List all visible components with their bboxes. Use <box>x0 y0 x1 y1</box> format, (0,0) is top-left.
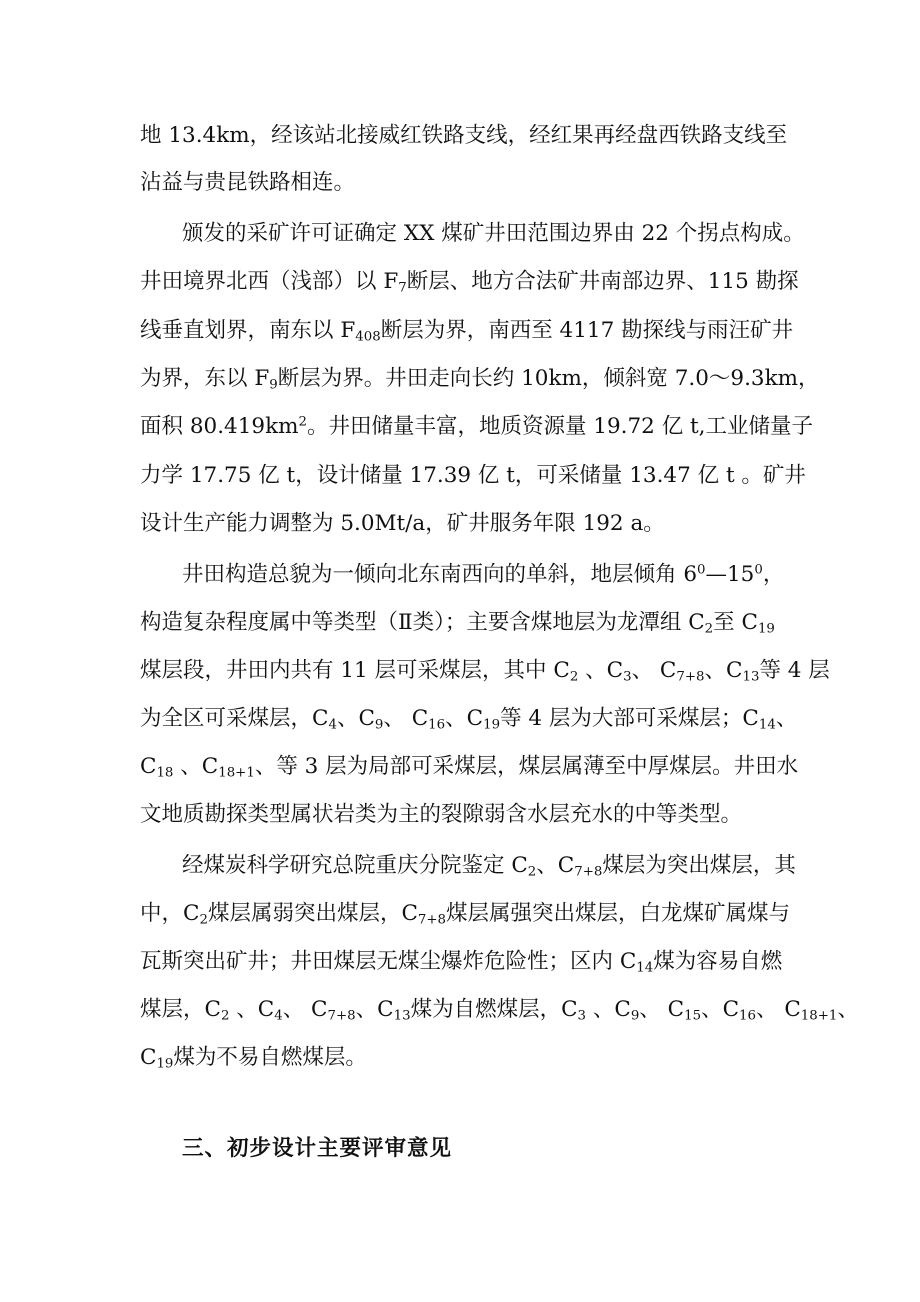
text: 煤为容易自燃 <box>653 949 783 974</box>
text: 、C <box>536 853 575 878</box>
subscript: 9 <box>269 377 278 393</box>
subscript: 19 <box>757 621 775 637</box>
subscript: 19 <box>483 717 501 733</box>
subscript: 14 <box>758 717 776 733</box>
subscript: 2 <box>527 864 537 880</box>
subscript: 7+8 <box>417 912 447 928</box>
text: 为全区可采煤层，C <box>140 706 329 731</box>
paragraph3-line2 <box>0 608 920 638</box>
text: 构造复杂程度属中等类型（Ⅱ类）；主要含煤地层为龙潭组 C <box>140 610 705 635</box>
text: 、C <box>173 754 219 779</box>
subscript: 15 <box>684 1008 702 1024</box>
text: 煤层，C <box>140 997 221 1022</box>
text: 线垂直划界，南东以 F <box>140 318 356 343</box>
subscript: 7 <box>398 280 407 296</box>
paragraph3-line3 <box>0 656 920 686</box>
subscript: 3 <box>577 1008 587 1024</box>
subscript: 13 <box>742 669 760 685</box>
text: 断层为界。井田走向长约 10km，倾斜宽 7.0～9.3km， <box>277 366 820 391</box>
text: 断层为界，南西至 4117 勘探线与雨汪矿井 <box>380 318 794 343</box>
paragraph2-line4 <box>0 364 920 394</box>
text: 、C <box>586 997 631 1022</box>
text: 至 C <box>713 610 758 635</box>
subscript: 9 <box>630 1008 640 1024</box>
text: 、 C <box>755 997 801 1022</box>
text: —15 <box>705 562 755 587</box>
text: 等 4 层为大部可采煤层；C <box>500 706 759 731</box>
text: 、C <box>336 706 375 731</box>
paragraph1-line2 <box>0 168 920 198</box>
subscript: 13 <box>393 1008 411 1024</box>
subscript: 7+8 <box>574 864 603 880</box>
paragraph2-line7 <box>0 509 920 539</box>
text: 煤层属强突出煤层，白龙煤矿属煤与 <box>446 901 791 926</box>
text: 、C <box>445 706 484 731</box>
text: 、 C <box>631 658 677 683</box>
superscript: 0 <box>697 562 706 578</box>
text: 。井田储量丰富，地质资源量 19.72 亿 t,工业储量子 <box>306 414 813 439</box>
text: 、C <box>578 658 624 683</box>
subscript: 18+1 <box>800 1008 838 1024</box>
text: 煤为自燃煤层，C <box>410 997 578 1022</box>
text: 颁发的采矿许可证确定 XX 煤矿井田范围边界由 22 个拐点构成。 <box>182 221 805 246</box>
text: C <box>140 754 157 779</box>
text: 经煤炭科学研究总院重庆分院鉴定 C <box>182 853 528 878</box>
text: 为界，东以 F <box>140 366 270 391</box>
paragraph3-line5 <box>0 752 920 782</box>
text: 、 <box>837 997 859 1022</box>
superscript: 0 <box>754 562 763 578</box>
subscript: 2 <box>199 912 208 928</box>
text: 煤层为突出煤层，其 <box>602 853 796 878</box>
text: 力学 17.75 亿 t，设计储量 17.39 亿 t，可采储量 13.47 亿 t 。矿井 <box>140 463 806 488</box>
paragraph2-line3 <box>0 316 920 346</box>
paragraph2-line2 <box>0 267 920 297</box>
text: 井田构造总貌为一倾向北东南西向的单斜，地层倾角 6 <box>182 562 698 587</box>
subscript: 16 <box>739 1008 756 1024</box>
paragraph4-line2 <box>0 899 920 929</box>
paragraph3-line4 <box>0 704 920 734</box>
paragraph4-line3 <box>0 947 920 977</box>
paragraph2-line5 <box>0 412 920 442</box>
text: 、 <box>775 706 798 731</box>
text: 、C <box>704 658 743 683</box>
subscript: 16 <box>428 717 446 733</box>
subscript: 4 <box>274 1008 283 1024</box>
subscript: 4 <box>328 717 337 733</box>
paragraph4-line5 <box>0 1043 920 1073</box>
text: 断层、地方合法矿井南部边界、115 勘探 <box>406 269 799 294</box>
text: 地 13.4km，经该站北接威红铁路支线，经红果再经盘西铁路支线至 <box>140 123 788 148</box>
text: 煤层段，井田内共有 11 层可采煤层，其中 C <box>140 658 570 683</box>
section-heading: 三、初步设计主要评审意见 <box>182 1136 453 1161</box>
text: 煤层属弱突出煤层，C <box>207 901 418 926</box>
subscript: 19 <box>156 1056 174 1072</box>
text: 煤为不易自燃煤层。 <box>173 1045 367 1070</box>
text: 、 C <box>383 706 429 731</box>
text: 瓦斯突出矿井；井田煤层无煤尘爆炸危险性；区内 C <box>140 949 637 974</box>
text: 、C <box>355 997 394 1022</box>
paragraph2-line6 <box>0 461 920 491</box>
subscript: 18 <box>156 765 174 781</box>
text: 井田境界北西（浅部）以 F <box>140 269 399 294</box>
paragraph2-line1 <box>0 219 920 249</box>
text: 、 C <box>639 997 685 1022</box>
text: ， <box>762 562 785 587</box>
subscript: 3 <box>623 669 632 685</box>
text: 、 C <box>282 997 328 1022</box>
subscript: 2 <box>220 1008 230 1024</box>
text: 中，C <box>140 901 200 926</box>
subscript: 408 <box>355 329 381 345</box>
text: 文地质勘探类型属状岩类为主的裂隙弱含水层充水的中等类型。 <box>140 802 743 827</box>
paragraph4-line1 <box>0 851 920 881</box>
paragraph1-line1 <box>0 121 920 151</box>
text: 面积 80.419km <box>140 414 299 439</box>
text: 沾益与贵昆铁路相连。 <box>140 170 356 195</box>
subscript: 18+1 <box>218 765 255 781</box>
paragraph3-line1 <box>0 560 920 590</box>
superscript: 2 <box>298 414 307 430</box>
subscript: 14 <box>636 960 654 976</box>
text: 设计生产能力调整为 5.0Mt/a，矿井服务年限 192 a。 <box>140 511 665 536</box>
subscript: 9 <box>374 717 384 733</box>
paragraph3-line6 <box>0 800 920 830</box>
text: C <box>140 1045 157 1070</box>
text: 、等 3 层为局部可采煤层，煤层属薄至中厚煤层。井田水 <box>254 754 799 779</box>
text: 等 4 层 <box>759 658 830 683</box>
paragraph4-line4 <box>0 995 920 1025</box>
subscript: 2 <box>704 621 714 637</box>
text: 、C <box>701 997 740 1022</box>
text: 、C <box>229 997 275 1022</box>
subscript: 2 <box>569 669 579 685</box>
subscript: 7+8 <box>327 1008 356 1024</box>
subscript: 7+8 <box>676 669 705 685</box>
